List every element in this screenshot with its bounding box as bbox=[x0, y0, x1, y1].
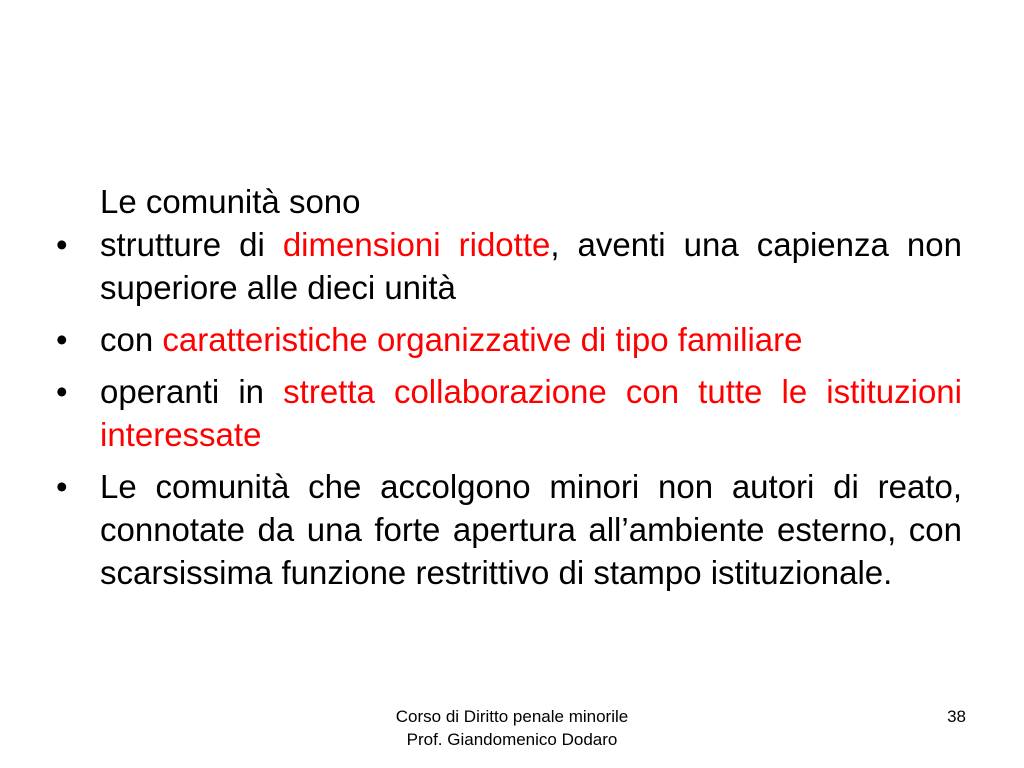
bullet-2-highlight: caratteristiche organizzative di tipo familiare bbox=[162, 321, 803, 358]
bullet-dot-icon: • bbox=[56, 321, 68, 358]
slide-body bbox=[56, 180, 962, 594]
bullet-2-text-1: con bbox=[100, 321, 163, 358]
footer-professor-name: Prof. Giandomenico Dodaro bbox=[406, 730, 618, 749]
intro-text: Le comunità sono bbox=[100, 183, 361, 220]
bullet-4-text-1: Le comunità che accolgono minori non autori di reato, connotate da una forte apertura all’ambiente esterno, con scarsissima funzione restrittivo di stampo istituzionale. bbox=[100, 468, 962, 591]
bullet-item-3 bbox=[56, 370, 962, 456]
bullet-list bbox=[56, 223, 962, 594]
bullet-3-text-1: operanti in bbox=[100, 373, 284, 410]
bullet-item-1 bbox=[56, 223, 962, 309]
bullet-3-highlight: stretta collaborazione con tutte le istituzioni interessate bbox=[100, 373, 962, 453]
footer-course-name: Corso di Diritto penale minorile bbox=[395, 707, 629, 726]
bullet-item-4 bbox=[56, 465, 962, 594]
footer-page-number: 38 bbox=[947, 707, 966, 726]
bullet-item-2 bbox=[56, 318, 962, 361]
bullet-dot-icon: • bbox=[56, 373, 68, 410]
footer-course-info bbox=[312, 705, 712, 751]
bullet-1-highlight: dimensioni ridotte bbox=[282, 226, 551, 263]
bullet-dot-icon: • bbox=[56, 468, 68, 505]
bullet-1-text-1: strutture di bbox=[100, 226, 283, 263]
bullet-1-text-2: , aventi una capienza non superiore alle dieci unità bbox=[100, 226, 962, 306]
bullet-dot-icon: • bbox=[56, 226, 68, 263]
